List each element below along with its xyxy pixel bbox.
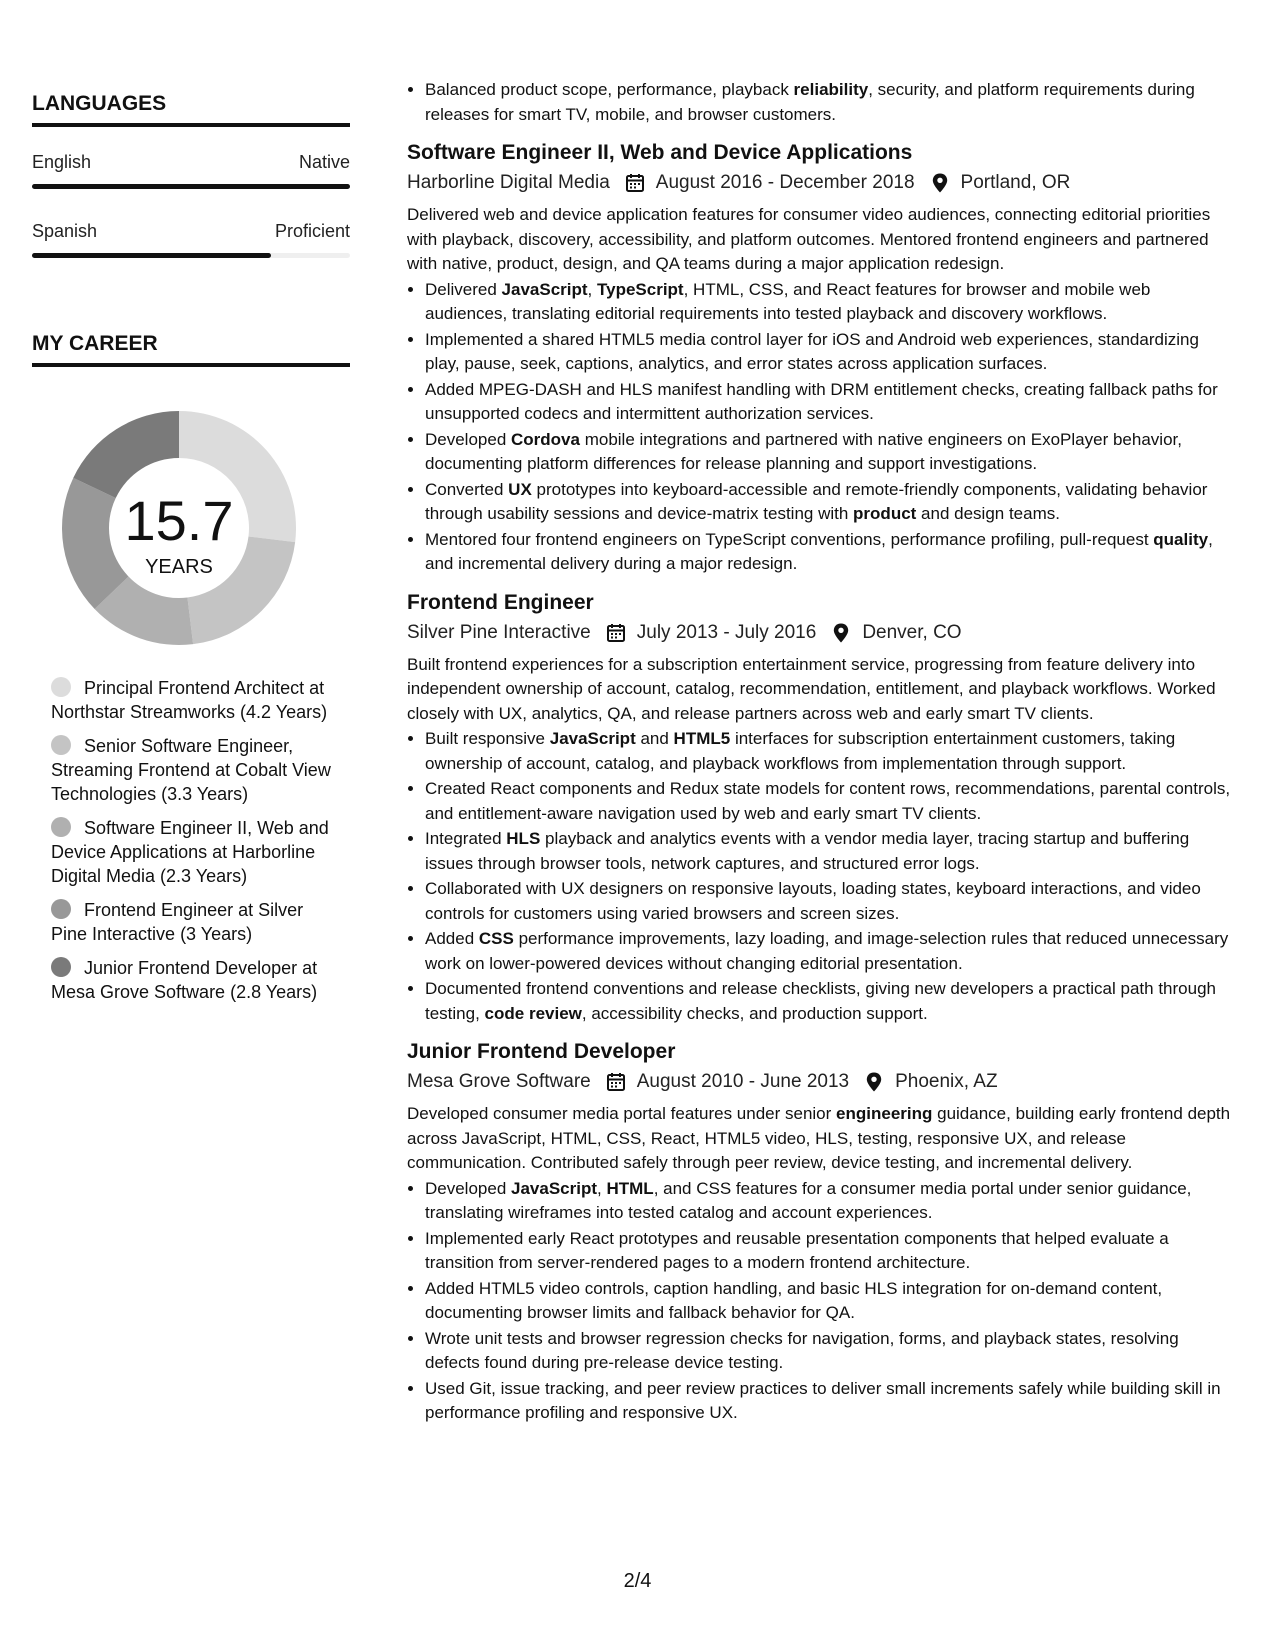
language-bar-fill	[32, 253, 271, 258]
language-row-english	[32, 152, 350, 173]
job-summary: Built frontend experiences for a subscription entertainment service, progressing from feature delivery into independent ownership of account, catalog, recommendation, entitlement, and playback workflows. Worked closely with UX, analytics, QA, and release partners across web and early smart TV clients.	[407, 654, 1216, 723]
bullet-item: • Developed Cordova mobile integrations and partnered with native engineers on ExoPlayer behavior, documenting platform differences for release planning and support investigations.	[425, 428, 1237, 477]
company-name: Silver Pine Interactive	[407, 621, 591, 643]
legend-item	[51, 676, 336, 724]
job-dates: August 2010 - June 2013	[636, 1071, 850, 1092]
bullet-item: • Added CSS performance improvements, lazy loading, and image-selection rules that reduced unnecessary work on lower-powered devices without changing editorial presentation.	[425, 927, 1237, 976]
legend-item	[51, 956, 336, 1004]
language-bar-fill	[32, 184, 350, 189]
job-meta	[407, 170, 1237, 196]
bullet-item: • Built responsive JavaScript and HTML5 interfaces for subscription entertainment customers, taking ownership of account, catalog, and playback workflows from implementation through support.	[425, 727, 1237, 776]
location-pin-icon	[830, 622, 852, 644]
language-level: Proficient	[274, 221, 350, 241]
job-summary: Delivered web and device application features for consumer video audiences, connecting editorial priorities with playback, discovery, accessibility, and platform outcomes. Mentored frontend engineers and partnered with native, product, design, and QA teams during a major application redesign.	[407, 205, 1211, 273]
bullet-item: • Documented frontend conventions and release checklists, giving new developers a practical path through testing, code review, accessibility checks, and production support.	[425, 977, 1237, 1026]
language-row-spanish	[32, 221, 350, 242]
bullet-list	[407, 1177, 1237, 1426]
legend-dot	[51, 817, 71, 837]
bullet-list	[407, 727, 1237, 1026]
bullet-list	[407, 278, 1237, 577]
job-entry	[407, 139, 1237, 577]
career-heading: MY CAREER	[32, 332, 350, 367]
job-title: Junior Frontend Developer	[407, 1040, 676, 1063]
donut-segment	[187, 536, 295, 644]
language-level: Native	[298, 152, 350, 172]
language-name: English	[32, 152, 92, 172]
legend-item	[51, 734, 336, 806]
job-title: Software Engineer II, Web and Device Applications	[407, 141, 913, 164]
bullet-item: • Used Git, issue tracking, and peer review practices to deliver small increments safely while building skill in performance profiling and responsive UX.	[425, 1377, 1237, 1426]
legend-label: Software Engineer II, Web and Device Applications at Harborline Digital Media (2.3 Years)	[51, 818, 329, 886]
bullet-item: • Added HTML5 video controls, caption handling, and basic HLS integration for on-demand content, documenting browser limits and fallback behavior for QA.	[425, 1277, 1237, 1326]
bullet-item: • Integrated HLS playback and analytics events with a vendor media layer, tracing startup and buffering issues through browser tools, network captures, and structured error logs.	[425, 827, 1237, 876]
bullet-item: • Developed JavaScript, HTML, and CSS features for a consumer media portal under senior guidance, translating wireframes into tested catalog and account experiences.	[425, 1177, 1237, 1226]
legend-dot	[51, 677, 71, 697]
bullet-item: • Balanced product scope, performance, playback reliability, security, and platform requirements during releases for smart TV, mobile, and browser customers.	[425, 78, 1237, 127]
legend-label: Principal Frontend Architect at Northstar Streamworks (4.2 Years)	[51, 678, 328, 722]
legend-label: Frontend Engineer at Silver Pine Interactive (3 Years)	[51, 900, 304, 944]
bullet-item: • Collaborated with UX designers on responsive layouts, loading states, keyboard interactions, and video controls for customers using varied browsers and screen sizes.	[425, 877, 1237, 926]
bullet-list	[407, 78, 1237, 127]
bullet-item: • Implemented early React prototypes and reusable presentation components that helped evaluate a transition from server-rendered pages to a modern frontend architecture.	[425, 1227, 1237, 1276]
donut-segment	[73, 411, 179, 498]
bullet-item: • Added MPEG-DASH and HLS manifest handling with DRM entitlement checks, creating fallback paths for unsupported codecs and intermittent authorization services.	[425, 378, 1237, 427]
job-location: Portland, OR	[960, 172, 1071, 193]
bullet-item: • Created React components and Redux state models for content rows, recommendations, parental controls, and entitlement-aware navigation used by web and early smart TV clients.	[425, 777, 1237, 826]
calendar-icon	[605, 1071, 627, 1093]
job-summary: Developed consumer media portal features under senior engineering guidance, building early frontend depth across JavaScript, HTML, CSS, React, HTML5 video, HLS, testing, responsive UX, and release communication. Contributed safely through peer review, device testing, and incremental delivery.	[407, 1104, 1231, 1172]
bullet-item: • Converted UX prototypes into keyboard-accessible and remote-friendly components, validating behavior through usability sessions and device-matrix testing with product and design teams.	[425, 478, 1237, 527]
job-title: Frontend Engineer	[407, 590, 594, 614]
legend-dot	[51, 735, 71, 755]
legend-item	[51, 898, 336, 946]
experience-section	[407, 0, 1237, 1427]
bullet-item: • Delivered JavaScript, TypeScript, HTML, CSS, and React features for browser and mobile web audiences, translating editorial requirements into tested playback and discovery workflows.	[425, 278, 1237, 327]
job-meta	[407, 1069, 1237, 1095]
calendar-icon	[605, 622, 627, 644]
company-name: Harborline Digital Media	[407, 172, 610, 193]
bullet-item: • Implemented a shared HTML5 media control layer for iOS and Android web experiences, standardizing play, pause, seek, captions, analytics, and error states across application surfaces.	[425, 328, 1237, 377]
language-name: Spanish	[32, 221, 98, 241]
legend-label: Junior Frontend Developer at Mesa Grove Software (2.8 Years)	[51, 958, 318, 1002]
career-legend	[51, 676, 336, 1014]
job-dates: August 2016 - December 2018	[655, 172, 915, 193]
calendar-icon	[624, 172, 646, 194]
job-entry	[407, 1038, 1237, 1426]
job-entry	[407, 589, 1237, 1027]
legend-label: Senior Software Engineer, Streaming Frontend at Cobalt View Technologies (3.3 Years)	[51, 736, 331, 804]
language-bar-english	[32, 184, 350, 189]
job-location: Denver, CO	[862, 621, 962, 643]
job-meta	[407, 620, 1237, 646]
languages-heading: LANGUAGES	[32, 92, 350, 127]
bullet-item: • Wrote unit tests and browser regression checks for navigation, forms, and playback states, resolving defects found during pre-release device testing.	[425, 1327, 1237, 1376]
job-dates: July 2013 - July 2016	[636, 621, 817, 643]
language-bar-spanish	[32, 253, 350, 258]
page-number: 2/4	[623, 1570, 652, 1592]
legend-item	[51, 816, 336, 888]
career-donut-chart	[54, 403, 304, 653]
bullet-item: • Mentored four frontend engineers on TypeScript conventions, performance profiling, pull-request quality, and incremental delivery during a major redesign.	[425, 528, 1237, 577]
legend-dot	[51, 957, 71, 977]
job-location: Phoenix, AZ	[895, 1071, 998, 1092]
career-total: 15.7	[124, 489, 234, 552]
location-pin-icon	[929, 172, 951, 194]
career-unit: YEARS	[145, 556, 213, 578]
company-name: Mesa Grove Software	[407, 1071, 591, 1092]
location-pin-icon	[863, 1071, 885, 1093]
legend-dot	[51, 899, 71, 919]
